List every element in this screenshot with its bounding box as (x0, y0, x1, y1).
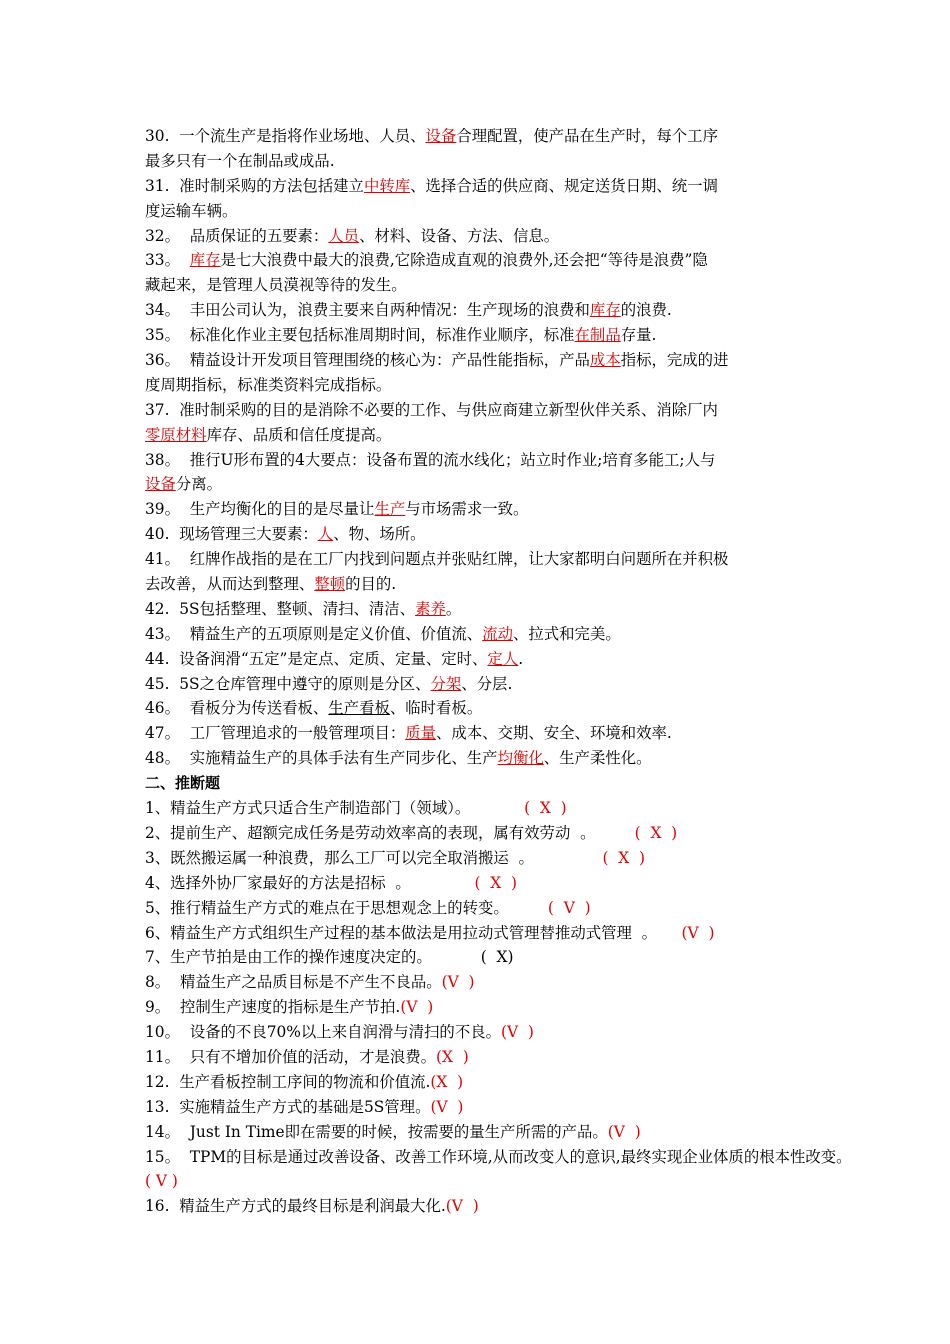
judgement-mark: ( V ) (145, 1172, 178, 1191)
line-text: 、成本、交期、安全、环境和效率. (436, 724, 672, 743)
answer-text: 分架 (430, 674, 462, 693)
line-text: 、选择合适的供应商、规定送货日期、统一调 (410, 176, 718, 195)
line-text: 最多只有一个在制品或成品. (145, 151, 335, 170)
line-text: 10。 设备的不良70%以上来自润滑与清扫的不良。 (145, 1023, 501, 1042)
fill-blank-question-line (145, 323, 945, 348)
answer-text: 生产 (374, 500, 406, 519)
question-line-continuation (145, 373, 945, 398)
answer-text: 人员 (328, 226, 360, 245)
question-line-continuation (145, 199, 945, 224)
judgement-question-line (145, 995, 945, 1020)
line-text: 11。 只有不增加价值的活动，才是浪费。 (145, 1047, 437, 1066)
line-text: 去改善，从而达到整理、 (145, 575, 315, 594)
line-text: 3、既然搬运属一种浪费，那么工厂可以完全取消搬运 。 (145, 848, 603, 867)
judgement-question-line (145, 871, 945, 896)
judgement-mark: (V ) (681, 923, 715, 942)
line-text: 度运输车辆。 (145, 201, 238, 220)
line-text: 9。 控制生产速度的指标是生产节拍. (145, 998, 401, 1017)
judgement-question-line (145, 921, 945, 946)
question-line-continuation (145, 273, 945, 298)
fill-blank-question-line (145, 497, 945, 522)
fill-blank-question-line (145, 746, 945, 771)
line-text: ( X) (480, 948, 514, 967)
line-text: 32。 品质保证的五要素： (145, 226, 329, 245)
judgement-question-line (145, 970, 945, 995)
line-text: 46。 看板分为传送看板、 (145, 699, 329, 718)
line-text: 31. 准时制采购的方法包括建立 (145, 176, 364, 195)
fill-blank-question-line (145, 672, 945, 697)
judgement-mark: (V ) (445, 1197, 479, 1216)
line-text: 的浪费. (620, 301, 672, 320)
question-line-continuation (145, 423, 945, 448)
line-text: 、材料、设备、方法、信息。 (359, 226, 560, 245)
line-text: 、物、场所。 (333, 525, 426, 544)
fill-blank-question-line (145, 696, 945, 721)
answer-text: 质量 (405, 724, 437, 743)
line-text: 二、推断题 (145, 774, 221, 793)
judgement-mark: ( X ) (474, 873, 517, 892)
line-text: 、生产柔性化。 (543, 749, 652, 768)
line-text: 39。 生产均衡化的目的是尽量让 (145, 500, 375, 519)
fill-blank-question-line (145, 124, 945, 149)
judgement-question-line (145, 945, 945, 970)
judgement-question-line (145, 1194, 945, 1219)
document-body (145, 124, 945, 1219)
line-text: 14。 Just In Time即在需要的时候，按需要的量生产所需的产品。 (145, 1122, 608, 1141)
fill-blank-question-line (145, 398, 945, 423)
judgement-question-line (145, 821, 945, 846)
line-text: 43。 精益生产的五项原则是定义价值、价值流、 (145, 624, 483, 643)
line-text: 38。 推行U形布置的4大要点：设备布置的流水线化；站立时作业;培育多能工;人与 (145, 450, 716, 469)
fill-blank-question-line (145, 298, 945, 323)
judgement-question-line (145, 896, 945, 921)
line-text: 库存、品质和信任度提高。 (206, 425, 392, 444)
judgement-mark: (V ) (441, 973, 475, 992)
line-text: 5、推行精益生产方式的难点在于思想观念上的转变。 (145, 898, 548, 917)
line-text: 8。 精益生产之品质目标是不产生不良品。 (145, 973, 442, 992)
line-text: 分离。 (175, 475, 222, 494)
answer-text: 设备 (145, 475, 176, 494)
judgement-mark: ( X ) (602, 848, 645, 867)
judgement-mark: ( V ) (547, 898, 591, 917)
judgement-mark: ( X ) (524, 799, 567, 818)
line-text: 48。 实施精益生产的具体手法有生产同步化、生产 (145, 749, 498, 768)
section-heading (145, 771, 945, 796)
line-text: 16. 精益生产方式的最终目标是利润最大化. (145, 1197, 446, 1216)
answer-text: 零原材料 (145, 425, 207, 444)
answer-text: 库存 (189, 251, 221, 270)
fill-blank-question-line (145, 174, 945, 199)
fill-blank-question-line (145, 547, 945, 572)
line-text: 1、精益生产方式只适合生产制造部门（领域）。 (145, 799, 525, 818)
line-text: 41。 红牌作战指的是在工厂内找到问题点并张贴红牌，让大家都明白问题所在并积极 (145, 550, 729, 569)
question-line-continuation (145, 572, 945, 597)
line-text: 藏起来，是管理人员漠视等待的发生。 (145, 276, 407, 295)
underlined-answer-text: 生产看板 (328, 699, 390, 718)
judgement-question-line (145, 846, 945, 871)
line-text: . (518, 649, 524, 668)
fill-blank-question-line (145, 248, 945, 273)
line-text: 30. 一个流生产是指将作业场地、人员、 (145, 127, 426, 145)
line-text: 6、精益生产方式组织生产过程的基本做法是用拉动式管理替推动式管理 。 (145, 923, 682, 942)
judgement-mark: (V ) (607, 1122, 641, 1141)
line-text: 36。 精益设计开发项目管理围绕的核心为：产品性能指标，产品 (145, 351, 590, 370)
fill-blank-question-line (145, 348, 945, 373)
fill-blank-question-line (145, 522, 945, 547)
line-text: 合理配置，使产品在生产时，每个工序 (456, 127, 718, 145)
fill-blank-question-line (145, 224, 945, 249)
line-text: 44. 设备润滑“五定”是定点、定质、定量、定时、 (145, 649, 488, 668)
fill-blank-question-line (145, 721, 945, 746)
judgement-question-line (145, 1045, 945, 1070)
answer-text: 成本 (589, 351, 621, 370)
line-text: 、分层. (461, 674, 513, 693)
answer-text: 流动 (482, 624, 513, 643)
question-line-continuation (145, 1169, 945, 1194)
answer-text: 库存 (589, 301, 621, 320)
line-text: 37. 准时制采购的目的是消除不必要的工作、与供应商建立新型伙伴关系、消除厂内 (145, 400, 718, 419)
line-text: 12. 生产看板控制工序间的物流和价值流. (145, 1072, 431, 1091)
line-text: 42. 5S包括整理、整顿、清扫、清洁、 (145, 599, 416, 618)
line-text: 35。 标准化作业主要包括标准周期时间，标准作业顺序，标准 (145, 326, 575, 345)
line-text: 13. 实施精益生产方式的基础是5S管理。 (145, 1097, 431, 1116)
judgement-mark: (X ) (430, 1072, 464, 1091)
line-text: 存量. (620, 326, 657, 345)
line-text: 34。 丰田公司认为，浪费主要来自两种情况：生产现场的浪费和 (145, 301, 590, 320)
line-text: 。 (445, 599, 462, 618)
line-text: 、拉式和完美。 (512, 624, 621, 643)
judgement-question-line (145, 796, 945, 821)
judgement-question-line (145, 1095, 945, 1120)
line-text: 度周期指标，标准类资料完成指标。 (145, 375, 392, 394)
fill-blank-question-line (145, 448, 945, 473)
judgement-mark: (V ) (430, 1097, 464, 1116)
judgement-question-line (145, 1145, 945, 1170)
answer-text: 设备 (425, 127, 457, 145)
line-text: 、临时看板。 (389, 699, 483, 718)
question-line-continuation (145, 472, 945, 497)
line-text: 4、选择外协厂家最好的方法是招标 。 (145, 873, 475, 892)
judgement-mark: (X ) (436, 1047, 469, 1066)
judgement-mark: ( X ) (634, 823, 678, 842)
answer-text: 中转库 (363, 176, 411, 195)
line-text: 是七大浪费中最大的浪费,它除造成直观的浪费外,还会把“等待是浪费”隐 (220, 251, 708, 270)
line-text: 45. 5S之仓库管理中遵守的原则是分区、 (145, 674, 431, 693)
judgement-mark: (V ) (400, 998, 434, 1017)
answer-text: 整顿 (314, 575, 346, 594)
judgement-question-line (145, 1070, 945, 1095)
judgement-question-line (145, 1020, 945, 1045)
fill-blank-question-line (145, 622, 945, 647)
line-text: 47。 工厂管理追求的一般管理项目： (145, 724, 406, 743)
line-text: 40. 现场管理三大要素： (145, 525, 318, 544)
answer-text: 素养 (415, 599, 446, 618)
judgement-question-line (145, 1120, 945, 1145)
answer-text: 均衡化 (497, 749, 544, 768)
answer-text: 在制品 (574, 326, 621, 345)
line-text: 指标，完成的进 (620, 351, 729, 370)
judgement-mark: (V ) (501, 1023, 534, 1042)
question-line-continuation (145, 149, 945, 174)
answer-text: 定人 (487, 649, 519, 668)
line-text: 33。 (145, 251, 190, 270)
line-text: 7、生产节拍是由工作的操作速度决定的。 (145, 948, 481, 967)
answer-text: 人 (317, 525, 334, 544)
line-text: 与市场需求一致。 (405, 500, 529, 519)
line-text: 的目的. (345, 575, 397, 594)
line-text: 2、提前生产、超额完成任务是劳动效率高的表现，属有效劳动 。 (145, 823, 635, 842)
fill-blank-question-line (145, 647, 945, 672)
line-text: 15。 TPM的目标是通过改善设备、改善工作环境,从而改变人的意识,最终实现企业体质的根本性改变。 (145, 1147, 852, 1166)
fill-blank-question-line (145, 597, 945, 622)
